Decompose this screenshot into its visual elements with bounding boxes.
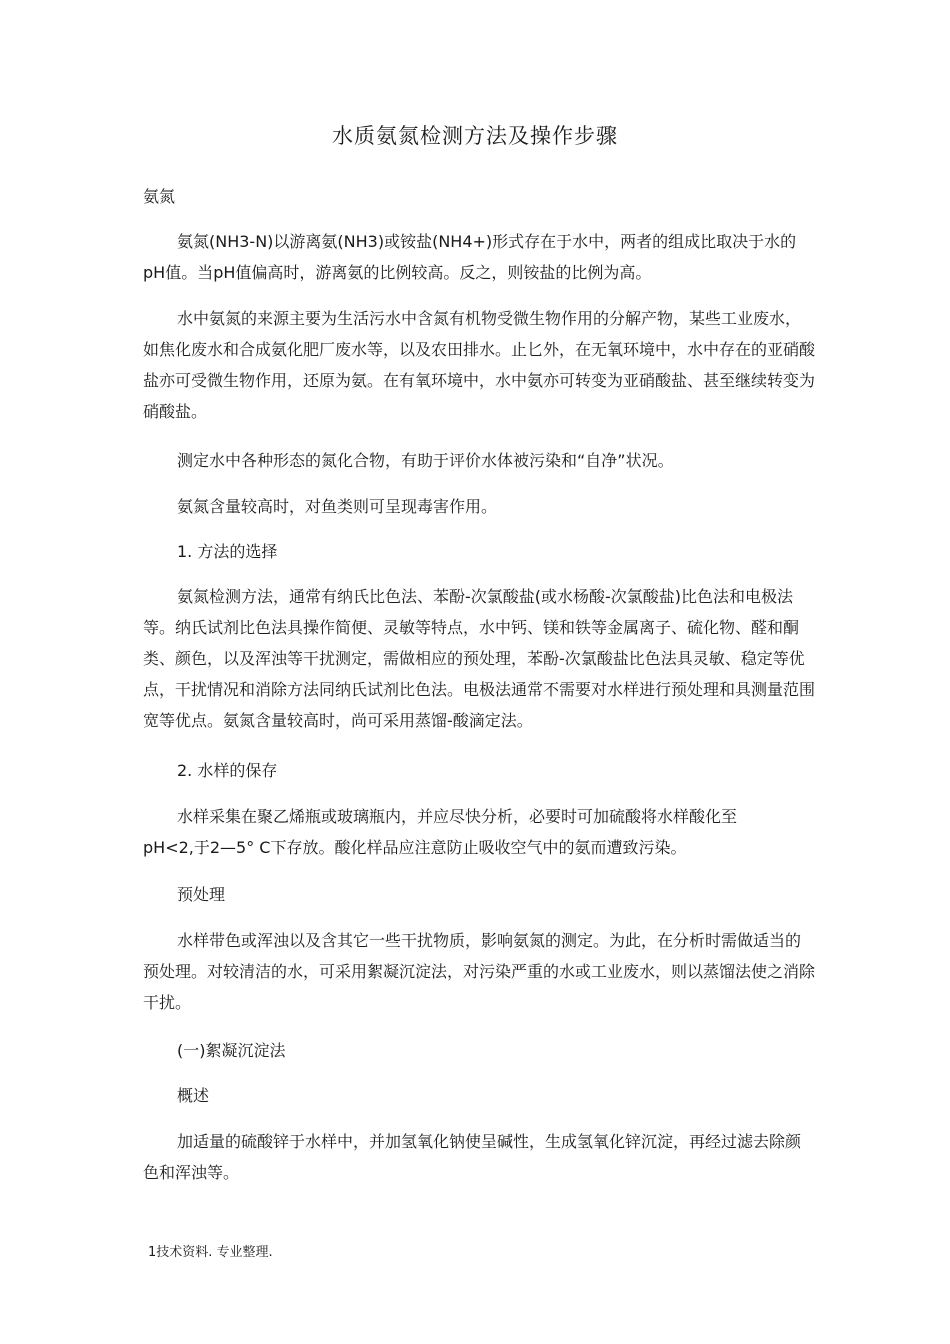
- paragraph-flocculation: 加适量的硫酸锌于水样中，并加氢氧化钠使呈碱性，生成氢氧化锌沉淀，再经过滤去除颜色和浑浊等。: [143, 1132, 802, 1182]
- paragraph-preservation: [143, 801, 815, 863]
- subsection-heading-flocculation: (一)絮凝沉淀法: [177, 1041, 286, 1060]
- document-title: 水质氨氮检测方法及操作步骤: [332, 124, 618, 148]
- paragraph-toxicity: 氨氮含量较高时，对鱼类则可呈现毒害作用。: [177, 497, 498, 516]
- page-footer: 1技术资料. 专业整理.: [148, 1245, 273, 1260]
- paragraph-nitrogen-compounds: 测定水中各种形态的氮化合物，有助于评价水体被污染和“自净”状况。: [177, 451, 674, 470]
- paragraph-ammonia-forms: 氨氮(NH3-N)以游离氨(NH3)或铵盐(NH4+)形式存在于水中，两者的组成比取决于水的pH值。当pH值偏高时，游离氨的比例较高。反之，则铵盐的比例为高。: [143, 232, 797, 282]
- section-heading-pretreatment: 预处理: [177, 885, 226, 904]
- section-heading-preservation: 2. 水样的保存: [177, 761, 278, 780]
- section-heading-method: 1. 方法的选择: [177, 542, 278, 561]
- paragraph-preservation-line2: pH<2,于2—5° C下存放。酸化样品应注意防止吸收空气中的氨而遭致污染。: [143, 838, 687, 857]
- paragraph-preservation-line1: 水样采集在聚乙烯瓶或玻璃瓶内，并应尽快分析，必要时可加硫酸将水样酸化至: [177, 807, 738, 826]
- paragraph-pretreatment: 水样带色或浑浊以及含其它一些干扰物质，影响氨氮的测定。为此，在分析时需做适当的预处理。对较清洁的水，可采用絮凝沉淀法，对污染严重的水或工业废水，则以蒸馏法使之消除干扰。: [143, 931, 816, 1012]
- paragraph-methods: 氨氮检测方法，通常有纳氏比色法、苯酚-次氯酸盐(或水杨酸-次氯酸盐)比色法和电极法等。纳氏试剂比色法具操作简便、灵敏等特点，水中钙、镁和铁等金属离子、硫化物、醛和酮类、颜色，以及浑浊等干扰测定，需做相应的预处理，苯酚-次氯酸盐比色法具灵敏、稳定等优点，干扰情况和消除方法同纳氏试剂比色法。电极法通常不需要对水样进行预处理和具测量范围宽等优点。氨氮含量较高时，尚可采用蒸馏-酸滴定法。: [143, 587, 816, 730]
- paragraph-ammonia-sources: 水中氨氮的来源主要为生活污水中含氮有机物受微生物作用的分解产物，某些工业废水，如焦化废水和合成氨化肥厂废水等，以及农田排水。止匕外，在无氧环境中，水中存在的亚硝酸盐亦可受微生物作用，还原为氨。在有氧环境中，水中氨亦可转变为亚硝酸盐、甚至继续转变为硝酸盐。: [143, 309, 816, 421]
- subsection-overview-label: 概述: [177, 1086, 210, 1105]
- heading-ammonia: 氨氮: [143, 187, 176, 206]
